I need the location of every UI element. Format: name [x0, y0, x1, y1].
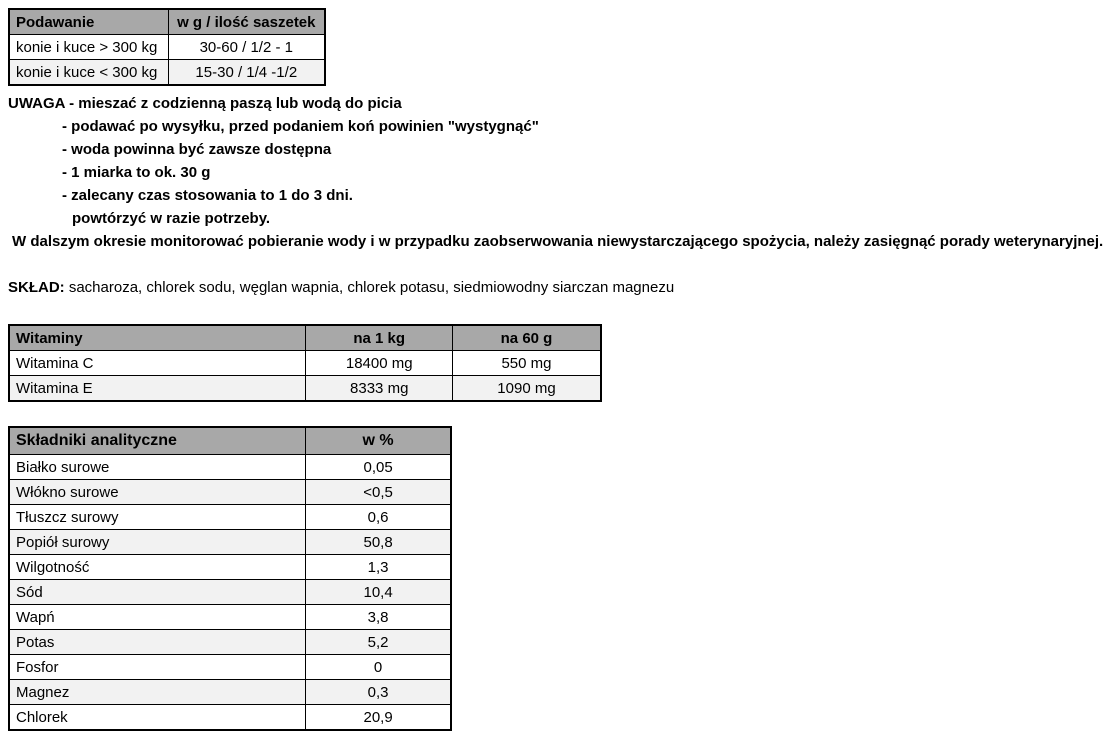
- table-row: [9, 655, 451, 680]
- table-row: [9, 351, 601, 376]
- analytical-value: 0,05: [306, 455, 451, 480]
- table-row: [9, 555, 451, 580]
- dosage-header-podawanie: Podawanie: [9, 9, 168, 35]
- vitamin-per-60g: 550 mg: [452, 351, 601, 376]
- vitamin-per-60g: 1090 mg: [452, 376, 601, 402]
- analytical-value: 0,3: [306, 680, 451, 705]
- analytical-value: 0: [306, 655, 451, 680]
- dosage-row-label: konie i kuce > 300 kg: [9, 35, 168, 60]
- note-item: - woda powinna być zawsze dostępna: [62, 141, 332, 158]
- analytical-value: 10,4: [306, 580, 451, 605]
- dosage-row-value: 15-30 / 1/4 -1/2: [168, 60, 325, 86]
- note-item: - zalecany czas stosowania to 1 do 3 dni.: [62, 187, 353, 204]
- table-row: [9, 60, 325, 86]
- analytical-table: [8, 426, 452, 731]
- table-row: [9, 680, 451, 705]
- vitamin-per-kg: 18400 mg: [306, 351, 453, 376]
- analytical-name: Wilgotność: [9, 555, 306, 580]
- dosage-row-label: konie i kuce < 300 kg: [9, 60, 168, 86]
- notes-footer: W dalszym okresie monitorować pobieranie wody i w przypadku zaobserwowania niewystarczającego spożycia, należy zasięgnąć porady weterynaryjnej.: [12, 233, 1103, 250]
- dosage-table: [8, 8, 326, 86]
- analytical-header-row: [9, 427, 451, 455]
- composition-text: sacharoza, chlorek sodu, węglan wapnia, chlorek potasu, siedmiowodny siarczan magnezu: [64, 279, 675, 296]
- analytical-value: 20,9: [306, 705, 451, 731]
- composition-label: SKŁAD:: [8, 279, 65, 296]
- composition-line: [8, 279, 1103, 296]
- analytical-value: 5,2: [306, 630, 451, 655]
- analytical-name: Sód: [9, 580, 306, 605]
- table-row: [9, 35, 325, 60]
- notes-block: [8, 92, 1103, 253]
- table-row: [9, 376, 601, 402]
- vitamins-header-row: [9, 325, 601, 351]
- analytical-name: Chlorek: [9, 705, 306, 731]
- table-row: [9, 705, 451, 731]
- analytical-name: Tłuszcz surowy: [9, 505, 306, 530]
- analytical-name: Fosfor: [9, 655, 306, 680]
- vitamin-per-kg: 8333 mg: [306, 376, 453, 402]
- vitamins-header-name: Witaminy: [9, 325, 306, 351]
- analytical-value: 3,8: [306, 605, 451, 630]
- table-row: [9, 580, 451, 605]
- vitamin-name: Witamina E: [9, 376, 306, 402]
- dosage-header-row: [9, 9, 325, 35]
- analytical-name: Włókno surowe: [9, 480, 306, 505]
- analytical-value: 1,3: [306, 555, 451, 580]
- vitamins-header-per-60g: na 60 g: [452, 325, 601, 351]
- table-row: [9, 630, 451, 655]
- vitamin-name: Witamina C: [9, 351, 306, 376]
- analytical-name: Popiół surowy: [9, 530, 306, 555]
- table-row: [9, 505, 451, 530]
- table-row: [9, 605, 451, 630]
- analytical-name: Białko surowe: [9, 455, 306, 480]
- note-item: - 1 miarka to ok. 30 g: [62, 164, 211, 181]
- vitamins-table: [8, 324, 602, 402]
- vitamins-header-per-kg: na 1 kg: [306, 325, 453, 351]
- table-row: [9, 530, 451, 555]
- analytical-value: 0,6: [306, 505, 451, 530]
- analytical-header-name: Składniki analityczne: [9, 427, 306, 455]
- analytical-name: Potas: [9, 630, 306, 655]
- note-item: powtórzyć w razie potrzeby.: [72, 210, 271, 227]
- note-item: - podawać po wysyłku, przed podaniem koń powinien "wystygnąć": [62, 118, 539, 135]
- table-row: [9, 455, 451, 480]
- dosage-row-value: 30-60 / 1/2 - 1: [168, 35, 325, 60]
- analytical-value: 50,8: [306, 530, 451, 555]
- analytical-header-percent: w %: [306, 427, 451, 455]
- analytical-name: Wapń: [9, 605, 306, 630]
- analytical-name: Magnez: [9, 680, 306, 705]
- table-row: [9, 480, 451, 505]
- analytical-value: <0,5: [306, 480, 451, 505]
- dosage-header-amount: w g / ilość saszetek: [168, 9, 325, 35]
- notes-heading: UWAGA - mieszać z codzienną paszą lub wodą do picia: [8, 95, 402, 112]
